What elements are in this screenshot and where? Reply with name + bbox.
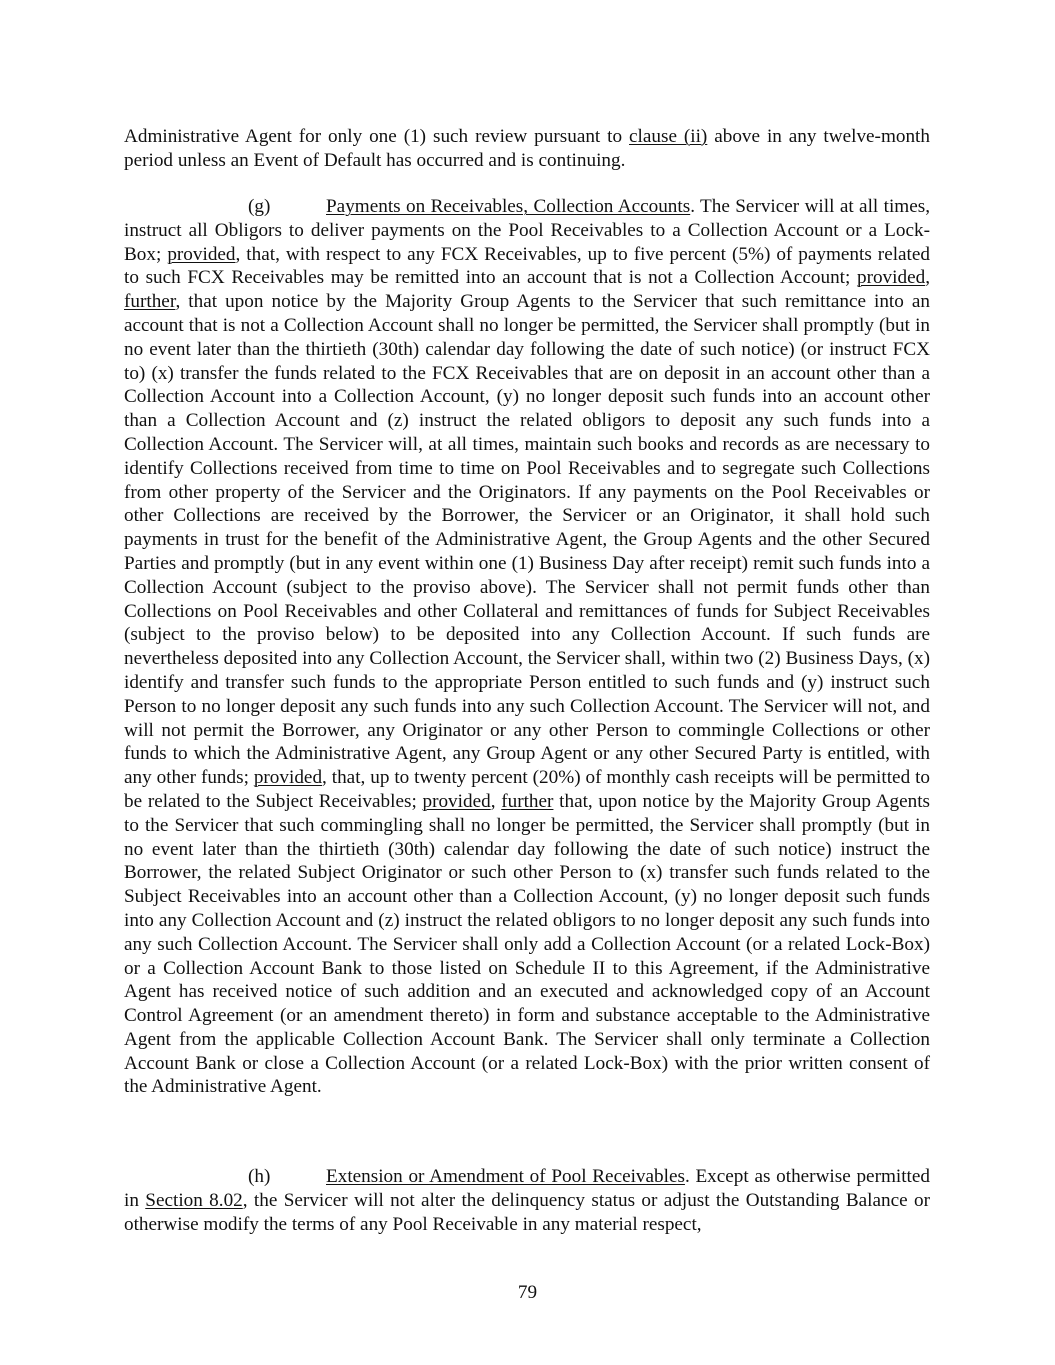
underlined-term: Extension or Amendment of Pool Receivables (326, 1166, 685, 1187)
underlined-term: Payments on Receivables, Collection Accounts (326, 196, 691, 217)
text-run: , (490, 790, 502, 812)
underlined-term: provided (856, 267, 926, 289)
text-run: , (925, 267, 930, 289)
paragraph-g-payments-on-receivables (124, 195, 930, 1099)
page-number: 79 (517, 1282, 538, 1303)
paragraph-continuation (124, 125, 930, 173)
underlined-term: provided (167, 243, 236, 265)
underlined-term: Section 8.02 (145, 1189, 243, 1211)
section-marker: (g) (248, 196, 271, 217)
section-marker: (h) (248, 1166, 271, 1187)
text-run: , that upon notice by the Majority Group Agents to the Servicer that such remittance into an account that is not a Collection Account shall no longer be permitted, the Servicer shall promptly (but in no event later than the thirtieth (30th) calendar day following the date of such notice) (or instruct FCX to) (x) transfer the funds related to the FCX Receivables that are on deposit in an account other than a Collection Account into a Collection Account, (y) no longer deposit such funds into an account other than a Collection Account and (z) instruct the related obligors to deposit any such funds into a Collection Account. The Servicer will, at all times, maintain such books and records as are necessary to identify Collections received from time to time on Pool Receivables and to segregate such Collections from other property of the Servicer and the Originators. If any payments on the Pool Receivables or other Collections are received by the Borrower, the Servicer or an Originator, it shall hold such payments in trust for the benefit of the Administrative Agent, the Group Agents and the other Secured Parties and promptly (but in any event within one (1) Business Day after receipt) remit such funds into a Collection Account (subject to the proviso above). The Servicer shall not permit funds other than Collections on Pool Receivables and other Collateral and remittances of funds for Subject Receivables (subject to the proviso below) to be deposited into any Collection Account. If such funds are nevertheless deposited into any Collection Account, the Servicer shall, within two (2) Business Days, (x) identify and transfer such funds to the appropriate Person entitled to such funds and (y) instruct such Person to no longer deposit any such funds into any such Collection Account. The Servicer will not, and will not permit the Borrower, any Originator or any other Person to commingle Collections or other funds to which the Administrative Agent, any Group Agent or any other Secured Party is entitled, with any other funds; (124, 291, 930, 789)
text-run: above in any twelve-month period unless an Event of Default has occurred and is continuing. (124, 126, 930, 171)
paragraph-h-extension-or-amendment (124, 1165, 930, 1236)
text-run: . Except as otherwise permitted in (124, 1166, 930, 1211)
text-run: . The Servicer will at all times, instruct all Obligors to deliver payments on the Pool Receivables to a Collection Account or a Lock-Box; (124, 196, 930, 265)
text-run: , that, up to twenty percent (20%) of monthly cash receipts will be permitted to be related to the Subject Receivables; (124, 767, 930, 812)
text-run: , the Servicer will not alter the delinquency status or adjust the Outstanding Balance or otherwise modify the terms of any Pool Receivable in any material respect, (124, 1189, 930, 1235)
underlined-term: clause (ii) (629, 126, 708, 147)
underlined-term: further (124, 291, 176, 313)
text-run: , that, with respect to any FCX Receivables, up to five percent (5%) of payments related to such FCX Receivables may be remitted into an account that is not a Collection Account; (124, 243, 930, 289)
text-run: Administrative Agent for only one (1) such review pursuant to (124, 126, 630, 147)
underlined-term: provided (422, 790, 491, 812)
text-run: that, upon notice by the Majority Group Agents to the Servicer that such commingling shall no longer be permitted, the Servicer shall promptly (but in no event later than the thirtieth (30th) calendar day following the date of such notice) instruct the Borrower, the related Subject Originator or such other Person to (x) transfer such funds related to the Subject Receivables into an account other than a Collection Account, (y) no longer deposit such funds into any Collection Account and (z) instruct the related obligors to no longer deposit any such funds into any such Collection Account. The Servicer shall only add a Collection Account (or a related Lock-Box) or a Collection Account Bank to those listed on Schedule II to this Agreement, if the Administrative Agent has received notice of such addition and an executed and acknowledged copy of an Account Control Agreement (or an amendment thereto) in form and substance acceptable to the Administrative Agent from the applicable Collection Account Bank. The Servicer shall only terminate a Collection Account Bank or close a Collection Account (or a related Lock-Box) with the prior written consent of the Administrative Agent. (124, 790, 931, 1098)
underlined-term: provided (253, 767, 323, 789)
underlined-term: further (501, 790, 554, 812)
